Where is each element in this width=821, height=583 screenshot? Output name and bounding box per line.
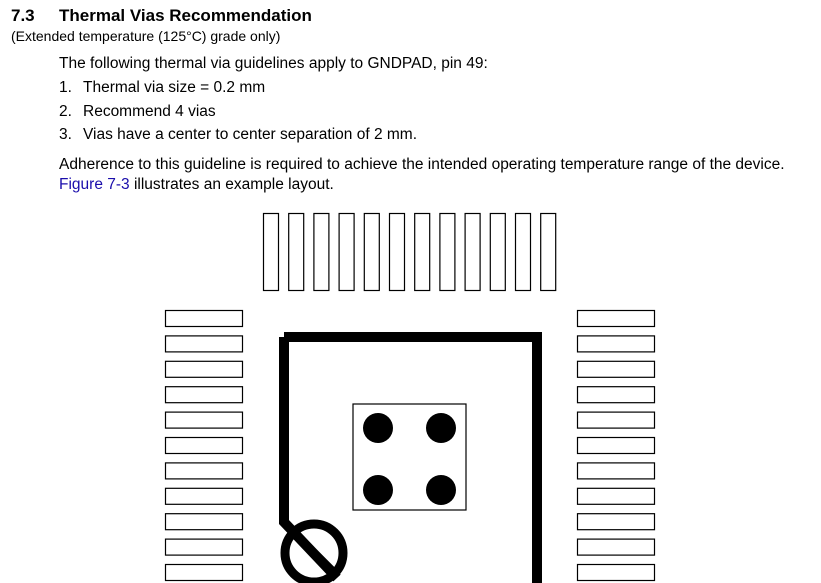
right-pad-column <box>578 311 655 581</box>
thermal-via <box>426 413 456 443</box>
left-pad <box>166 539 243 555</box>
right-pad <box>578 336 655 352</box>
top-pad <box>516 214 531 291</box>
left-pad <box>166 438 243 454</box>
package-outline <box>284 337 537 583</box>
thermal-via <box>363 475 393 505</box>
guideline-number: 2. <box>59 102 72 120</box>
top-pad <box>390 214 405 291</box>
right-pad <box>578 514 655 530</box>
left-pad <box>166 311 243 327</box>
section-title: Thermal Vias Recommendation <box>59 6 312 25</box>
left-pad <box>166 488 243 504</box>
thermal-via <box>363 413 393 443</box>
left-pad <box>166 412 243 428</box>
top-pad <box>415 214 430 291</box>
right-pad <box>578 361 655 377</box>
top-pad <box>264 214 279 291</box>
adherence-text: Adherence to this guideline is required to achieve the intended operating temperature range of the device. <box>59 156 785 173</box>
right-pad <box>578 387 655 403</box>
thermal-via-group <box>363 413 456 505</box>
top-pad <box>490 214 505 291</box>
left-pad <box>166 361 243 377</box>
top-pad <box>314 214 329 291</box>
top-pad <box>364 214 379 291</box>
guideline-text: Thermal via size = 0.2 mm <box>83 79 266 96</box>
guideline-number: 3. <box>59 126 72 143</box>
adherence-text-rest: illustrates an example layout. <box>129 175 334 193</box>
left-pad <box>166 514 243 530</box>
right-pad <box>578 488 655 504</box>
intro-paragraph: The following thermal via guidelines apply to GNDPAD, pin 49: <box>59 55 488 72</box>
pin-1-marker <box>285 524 343 582</box>
right-pad <box>578 412 655 428</box>
right-pad <box>578 438 655 454</box>
thermal-via <box>426 475 456 505</box>
section-subtitle: (Extended temperature (125°C) grade only) <box>11 28 281 44</box>
pin-1-marker-slash <box>294 533 334 573</box>
top-pad-row <box>264 214 556 291</box>
left-pad <box>166 463 243 479</box>
left-pad <box>166 565 243 581</box>
figure-7-3-link[interactable]: Figure 7-3 <box>59 175 130 193</box>
section-number: 7.3 <box>11 6 35 25</box>
top-pad <box>541 214 556 291</box>
left-pad-column <box>166 311 243 581</box>
right-pad <box>578 311 655 327</box>
right-pad <box>578 539 655 555</box>
guideline-number: 1. <box>59 79 72 96</box>
top-pad <box>465 214 480 291</box>
right-pad <box>578 565 655 581</box>
left-pad <box>166 336 243 352</box>
top-pad <box>289 214 304 291</box>
guideline-text: Vias have a center to center separation of 2 mm. <box>83 126 418 143</box>
left-pad <box>166 387 243 403</box>
top-pad <box>440 214 455 291</box>
top-pad <box>339 214 354 291</box>
right-pad <box>578 463 655 479</box>
guideline-text: Recommend 4 vias <box>83 102 216 120</box>
